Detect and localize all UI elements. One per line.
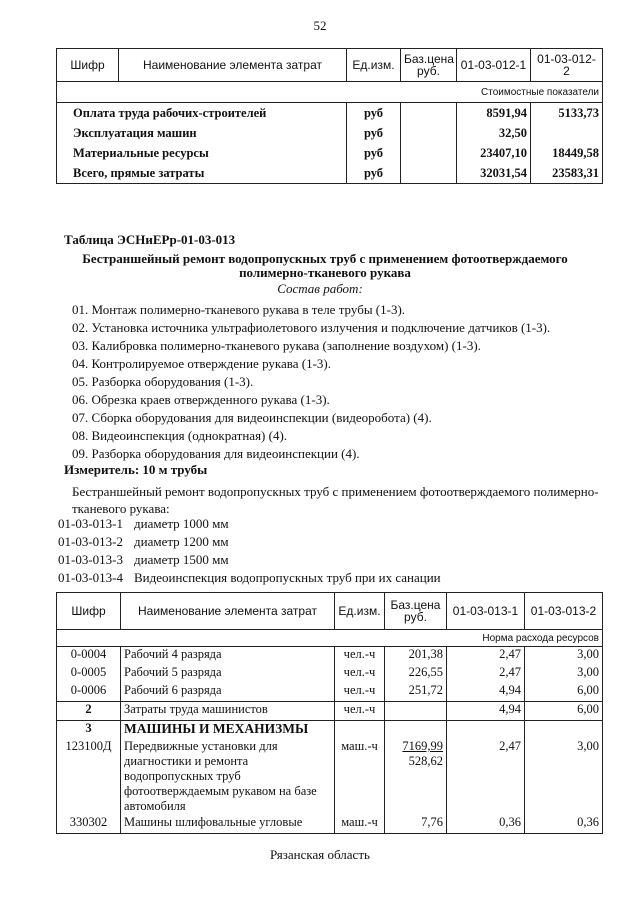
subheader: Норма расхода ресурсов — [57, 630, 603, 647]
row-value-2: 23583,31 — [531, 163, 603, 184]
work-item: 02. Установка источника ультрафиолетового излучения и подключение датчиков (1-3). — [72, 320, 551, 335]
row-value-2: 3,00 — [525, 665, 603, 683]
row-value-1: 8591,94 — [457, 103, 531, 124]
code-text: диаметр 1000 мм — [134, 516, 229, 531]
row-name: Рабочий 5 разряда — [121, 665, 335, 683]
row-name: Эксплуатация машин — [57, 123, 347, 143]
row-value-1: 2,47 — [447, 665, 525, 683]
row-unit: руб — [347, 123, 401, 143]
row-unit: чел.-ч — [335, 647, 385, 666]
row-unit: маш.-ч — [335, 739, 385, 815]
row-code: 0-0006 — [57, 683, 121, 702]
code-text: диаметр 1500 мм — [134, 552, 229, 567]
work-item: 07. Сборка оборудования для видеоинспекции (видеоробота) (4). — [72, 410, 432, 425]
code-line — [58, 552, 229, 568]
row-price — [385, 702, 447, 721]
header-unit: Ед.изм. — [335, 593, 385, 630]
header-price: Баз.цена руб. — [401, 49, 457, 82]
table-title: Таблица ЭСНиЕРр-01-03-013 — [64, 232, 236, 247]
code-text: Видеоинспекция водопропускных труб при их санации — [134, 570, 441, 585]
header-col2: 01-03-013-2 — [525, 593, 603, 630]
row-unit: чел.-ч — [335, 702, 385, 721]
header-unit: Ед.изм. — [347, 49, 401, 82]
row-value-1: 32031,54 — [457, 163, 531, 184]
row-value-1: 2,47 — [447, 647, 525, 666]
table-row — [57, 123, 603, 143]
row-unit: руб — [347, 143, 401, 163]
row-name: Машины шлифовальные угловые — [121, 815, 335, 834]
row-name: Затраты труда машинистов — [121, 702, 335, 721]
row-price — [385, 721, 447, 740]
row-code: 2 — [57, 702, 121, 721]
measurement-unit: Измеритель: 10 м трубы — [64, 462, 208, 477]
row-value-2: 18449,58 — [531, 143, 603, 163]
header-col1: 01-03-013-1 — [447, 593, 525, 630]
header-code: Шифр — [57, 49, 119, 82]
table-row — [57, 702, 603, 721]
table-row — [57, 647, 603, 666]
code-line — [58, 516, 229, 532]
header-code: Шифр — [57, 593, 121, 630]
work-item: 06. Обрезка краев отвержденного рукава (1-3). — [72, 392, 330, 407]
row-value-2 — [525, 721, 603, 740]
work-item: 05. Разборка оборудования (1-3). — [72, 374, 254, 389]
work-item: 03. Калибровка полимерно-тканевого рукава (заполнение воздухом) (1-3). — [72, 338, 481, 353]
row-price — [401, 103, 457, 124]
page-number: 52 — [313, 18, 327, 33]
header-col2: 01-03-012-2 — [531, 49, 603, 82]
table-row — [57, 683, 603, 702]
table-row — [57, 163, 603, 184]
row-price: 201,38 — [385, 647, 447, 666]
row-value-1: 2,47 — [447, 739, 525, 815]
row-price — [385, 739, 447, 815]
code-line — [58, 570, 441, 586]
section-heading-line-2: полимерно-тканевого рукава — [239, 265, 411, 280]
cost-summary-table — [56, 48, 603, 184]
row-unit: чел.-ч — [335, 683, 385, 702]
row-code: 123100Д — [57, 739, 121, 815]
row-unit — [335, 721, 385, 740]
row-price — [401, 143, 457, 163]
row-value-1 — [447, 721, 525, 740]
table-row — [57, 665, 603, 683]
subheader: Стоимостные показатели — [57, 82, 603, 103]
row-name: Передвижные установки для диагностики и ремонта водопропускных труб фотоотверждаемым рукавом на базе автомобиля — [121, 739, 335, 815]
work-item: 04. Контролируемое отверждение рукава (1-3). — [72, 356, 332, 371]
row-code: 0-0005 — [57, 665, 121, 683]
row-value-2: 5133,73 — [531, 103, 603, 124]
row-name: МАШИНЫ И МЕХАНИЗМЫ — [121, 721, 335, 740]
header-name: Наименование элемента затрат — [119, 49, 347, 82]
row-value-1: 32,50 — [457, 123, 531, 143]
row-unit: руб — [347, 103, 401, 124]
row-unit: чел.-ч — [335, 665, 385, 683]
table-row — [57, 143, 603, 163]
code-line — [58, 534, 229, 550]
row-price: 251,72 — [385, 683, 447, 702]
composition-label: Состав работ: — [277, 281, 363, 296]
row-price: 226,55 — [385, 665, 447, 683]
row-price: 7,76 — [385, 815, 447, 834]
row-value-2 — [531, 123, 603, 143]
row-name: Рабочий 6 разряда — [121, 683, 335, 702]
row-value-1: 4,94 — [447, 683, 525, 702]
footer-region: Рязанская область — [270, 847, 370, 862]
row-price-value: 7169,99 — [402, 739, 443, 753]
row-value-1: 23407,10 — [457, 143, 531, 163]
table-row — [57, 721, 603, 740]
row-value-2: 6,00 — [525, 702, 603, 721]
code: 01-03-013-1 — [58, 516, 123, 531]
header-col1: 01-03-012-1 — [457, 49, 531, 82]
row-value-2: 6,00 — [525, 683, 603, 702]
code: 01-03-013-3 — [58, 552, 123, 567]
row-price — [401, 123, 457, 143]
header-name: Наименование элемента затрат — [121, 593, 335, 630]
row-value-2: 3,00 — [525, 739, 603, 815]
resource-norm-table — [56, 592, 603, 834]
row-code: 330302 — [57, 815, 121, 834]
section-heading-line-1: Бестраншейный ремонт водопропускных труб с применением фотоотверждаемого — [82, 251, 568, 266]
row-value-1: 4,94 — [447, 702, 525, 721]
work-item: 08. Видеоинспекция (однократная) (4). — [72, 428, 288, 443]
row-unit: маш.-ч — [335, 815, 385, 834]
code: 01-03-013-2 — [58, 534, 123, 549]
row-price — [401, 163, 457, 184]
row-code: 0-0004 — [57, 647, 121, 666]
table-row — [57, 103, 603, 124]
table-subheader-row — [57, 630, 603, 647]
table-subheader-row — [57, 82, 603, 103]
row-price-machinist: 528,62 — [408, 754, 443, 768]
table-header-row — [57, 593, 603, 630]
row-name: Всего, прямые затраты — [57, 163, 347, 184]
description-paragraph: Бестраншейный ремонт водопропускных труб с применением фотоотверждаемого полимерно-тканевого рукава: — [72, 484, 599, 516]
row-unit: руб — [347, 163, 401, 184]
code-text: диаметр 1200 мм — [134, 534, 229, 549]
row-value-2: 0,36 — [525, 815, 603, 834]
table-row — [57, 739, 603, 815]
row-value-2: 3,00 — [525, 647, 603, 666]
header-price: Баз.цена руб. — [385, 593, 447, 630]
table-header-row — [57, 49, 603, 82]
row-name: Оплата труда рабочих-строителей — [57, 103, 347, 124]
work-item: 09. Разборка оборудования для видеоинспекции (4). — [72, 446, 360, 461]
code: 01-03-013-4 — [58, 570, 123, 585]
table-row — [57, 815, 603, 834]
row-value-1: 0,36 — [447, 815, 525, 834]
row-name: Рабочий 4 разряда — [121, 647, 335, 666]
row-code: 3 — [57, 721, 121, 740]
work-item: 01. Монтаж полимерно-тканевого рукава в теле трубы (1-3). — [72, 302, 406, 317]
row-name: Материальные ресурсы — [57, 143, 347, 163]
